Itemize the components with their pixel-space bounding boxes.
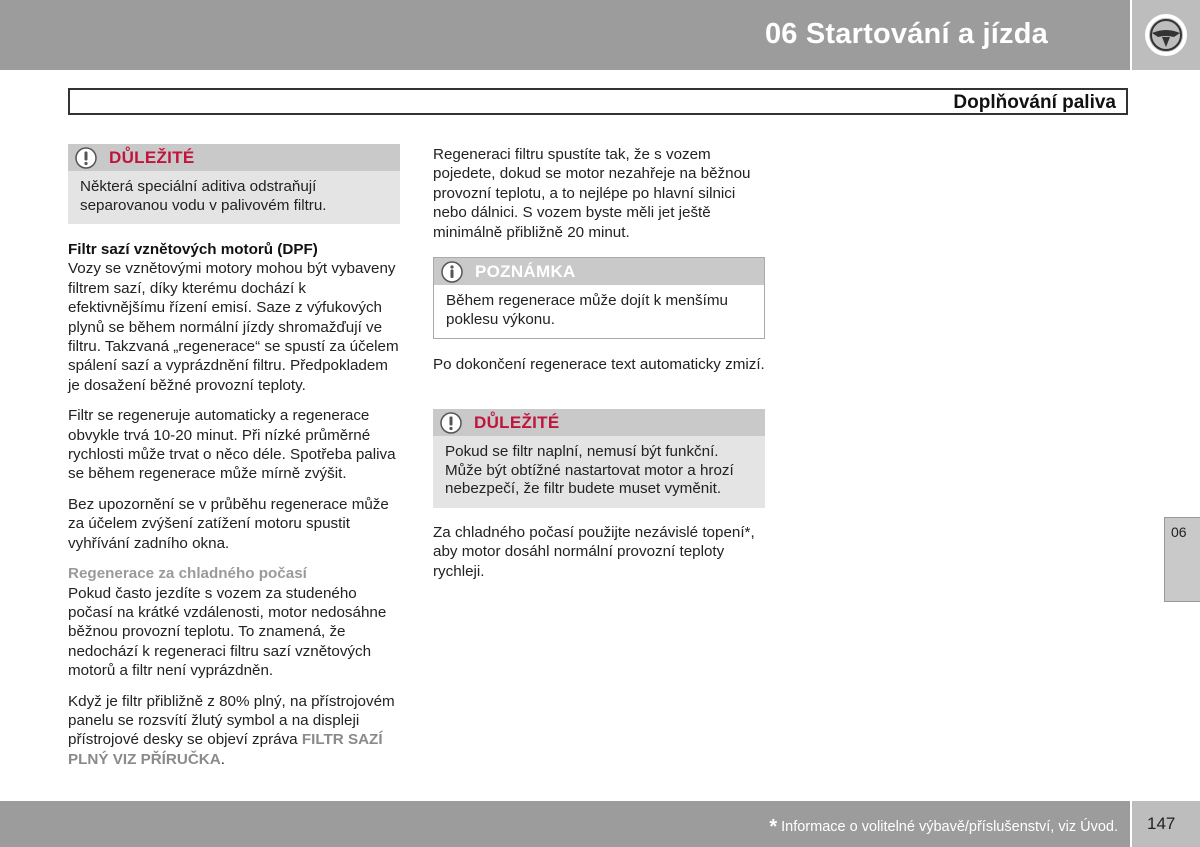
section-bar xyxy=(68,88,1128,115)
footer-note-text: Informace o volitelné výbavě/příslušenství, viz Úvod. xyxy=(781,819,1118,835)
dpf-heading: Filtr sazí vznětových motorů (DPF) xyxy=(68,241,318,258)
paragraph: Za chladného počasí použijte nezávislé topení*, aby motor dosáhl normální provozní teploty rychleji. xyxy=(433,524,755,580)
note-label: POZNÁMKA xyxy=(475,262,576,281)
note-text: Během regenerace může dojít k menšímu poklesu výkonu. xyxy=(434,285,764,338)
chapter-tab-label: 06 xyxy=(1171,524,1187,540)
chapter-title: 06 Startování a jízda xyxy=(764,18,1048,50)
important-box-header xyxy=(433,409,765,436)
exclamation-icon xyxy=(75,147,97,169)
paragraph: Bez upozornění se v průběhu regenerace může za účelem zvýšení zatížení motoru spustit vyhřívání zadního okna. xyxy=(68,495,389,552)
paragraph: Regeneraci filtru spustíte tak, že s vozem pojedete, dokud se motor nezahřeje na běžnou provozní teplotu, a to nejlépe po hlavní silnici nebo dálnici. S vozem byste měli jet ještě minimálně přibližně 20 minut. xyxy=(433,146,751,241)
exclamation-icon xyxy=(440,412,462,434)
left-column xyxy=(68,240,400,780)
note-box xyxy=(433,257,765,339)
display-message: FILTR SAZÍ PLNÝ VIZ PŘÍRUČKA xyxy=(68,731,383,768)
footer-bar xyxy=(0,801,1130,847)
asterisk: * xyxy=(769,816,778,838)
page-number: 147 xyxy=(1147,814,1176,833)
chapter-side-tab xyxy=(1164,517,1200,602)
page-number-box xyxy=(1132,801,1200,847)
right-column-middle xyxy=(433,355,765,385)
paragraph: Po dokončení regenerace text automaticky zmizí. xyxy=(433,356,765,373)
important-label: DŮLEŽITÉ xyxy=(474,413,560,432)
info-icon xyxy=(441,261,463,283)
header-bar xyxy=(0,0,1130,70)
section-title: Doplňování paliva xyxy=(953,92,1116,113)
important-box-header xyxy=(68,144,400,171)
paragraph: Filtr se regeneruje automaticky a regenerace obvykle trvá 10-20 minut. Při nízké průměrné rychlosti může trvat o něco déle. Spotřeba paliva se během regenerace může mírně zvýšit. xyxy=(68,407,396,483)
footer-note xyxy=(769,816,1118,839)
chapter-icon-box xyxy=(1132,0,1200,70)
paragraph xyxy=(68,692,400,770)
right-column-bottom xyxy=(433,523,765,592)
right-column xyxy=(433,145,765,253)
important-box xyxy=(68,144,400,224)
important-box xyxy=(433,409,765,508)
paragraph-text: . xyxy=(220,750,225,768)
important-label: DŮLEŽITÉ xyxy=(109,148,195,167)
paragraph: Vozy se vznětovými motory mohou být vybaveny filtrem sazí, díky kterému dochází k efektivnějšímu řízení emisí. Saze z výfukových plynů se během normální jízdy shromažďují ve filtru. Takzvaná „regenerace“ se spustí za účelem spálení sazí a vyprázdnění filtru. Předpokladem je dosažení běžné provozní teploty. xyxy=(68,260,399,394)
cold-weather-heading: Regenerace za chladného počasí xyxy=(68,565,307,583)
paragraph-text: Když je filtr přibližně z 80% plný, na přístrojovém panelu se rozsvítí žlutý symbol a na displeji přístrojové desky se objeví zpráva xyxy=(68,692,395,749)
note-box-header xyxy=(434,258,764,285)
steering-wheel-icon xyxy=(1144,13,1188,57)
important-text: Některá speciální aditiva odstraňují separovanou vodu v palivovém filtru. xyxy=(68,171,400,224)
important-text: Pokud se filtr naplní, nemusí být funkční. Může být obtížné nastartovat motor a hrozí nebezpečí, že filtr budete muset vyměnit. xyxy=(433,436,765,508)
paragraph: Pokud často jezdíte s vozem za studeného počasí na krátké vzdálenosti, motor nedosáhne běžnou provozní teplotu. To znamená, že nedochází k regeneraci filtru sazí vznětových motorů a filtr není vyprázdněn. xyxy=(68,584,387,680)
